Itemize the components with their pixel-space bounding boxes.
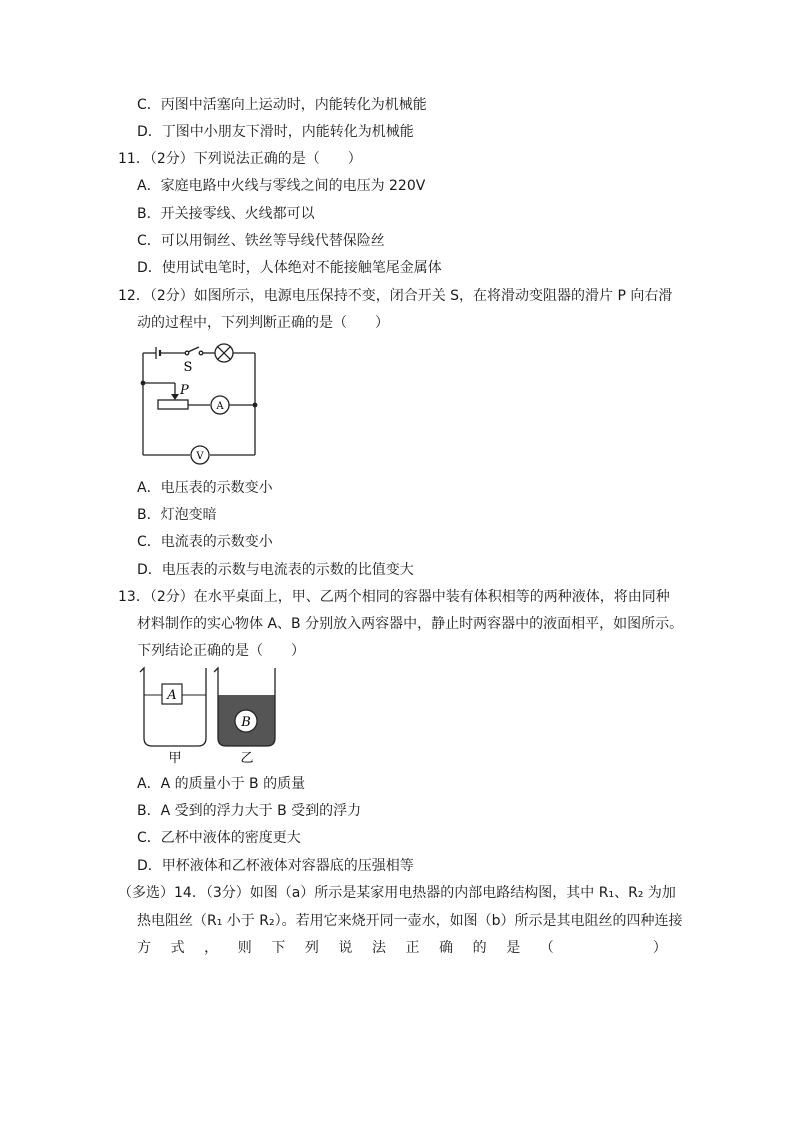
question-14-stem-spread: 方 式 ， 则 下 列 说 法 正 确 的 是 （ ） [137, 940, 667, 956]
option-a: A．家庭电路中火线与零线之间的电压为 220V [137, 178, 426, 194]
switch-label: S [183, 360, 193, 375]
question-13-stem-cont: 材料制作的实心物体 A、B 分别放入两容器中，静止时两容器中的液面相平，如图所示。 [137, 616, 684, 632]
option-c: C．可以用铜丝、铁丝等导线代替保险丝 [137, 233, 385, 249]
option-a: A．A 的质量小于 B 的质量 [137, 776, 306, 792]
circuit-diagram [130, 338, 270, 473]
option-c: C．电流表的示数变小 [137, 534, 273, 550]
voltmeter-label: V [196, 451, 204, 462]
question-11-stem: 11．（2分）下列说法正确的是（ ） [118, 151, 362, 167]
rheostat-symbol [158, 400, 188, 409]
switch-blade [188, 347, 199, 352]
option-d: D．电压表的示数与电流表的示数的比值变大 [137, 562, 414, 578]
slider-label: P [180, 383, 189, 398]
junction-node [253, 403, 258, 408]
container-right-label: 乙 [240, 751, 254, 766]
question-12-stem: 12．（2分）如图所示，电源电压保持不变，闭合开关 S，在将滑动变阻器的滑片 P 向右滑 [118, 288, 673, 304]
option-c: C．乙杯中液体的密度更大 [137, 830, 301, 846]
question-12-stem-cont: 动的过程中，下列判断正确的是（ ） [137, 315, 389, 331]
option-c: C．丙图中活塞向上运动时，内能转化为机械能 [137, 97, 427, 113]
question-14-stem: （多选）14．（3分）如图（a）所示是某家用电热器的内部电路结构图，其中 R₁、R₂ 为加 [118, 885, 676, 901]
question-13-stem-cont: 下列结论正确的是（ ） [137, 643, 305, 659]
option-a: A．电压表的示数变小 [137, 480, 273, 496]
option-d: D．丁图中小朋友下滑时，内能转化为机械能 [137, 124, 414, 140]
question-13-stem: 13．（2分）在水平桌面上，甲、乙两个相同的容器中装有体积相等的两种液体，将由同种 [118, 589, 670, 605]
container-left-label: 甲 [168, 751, 182, 766]
option-d: D．使用试电笔时，人体绝对不能接触笔尾金属体 [137, 260, 442, 276]
switch-contact-right [199, 351, 203, 355]
option-b: B．A 受到的浮力大于 B 受到的浮力 [137, 803, 362, 819]
option-d: D．甲杯液体和乙杯液体对容器底的压强相等 [137, 858, 414, 874]
containers-diagram [136, 664, 286, 769]
container-left [140, 668, 206, 746]
question-14-stem-cont: 热电阻丝（R₁ 小于 R₂）。若用它来烧开同一壶水，如图（b）所示是其电阻丝的四种连接 [137, 913, 683, 929]
slider-arrow [171, 394, 179, 400]
object-b-label: B [241, 715, 251, 730]
option-b: B．开关接零线、火线都可以 [137, 206, 315, 222]
ammeter-label: A [216, 401, 224, 412]
option-b: B．灯泡变暗 [137, 507, 217, 523]
object-a-label: A [167, 688, 177, 703]
junction-node [141, 381, 146, 386]
